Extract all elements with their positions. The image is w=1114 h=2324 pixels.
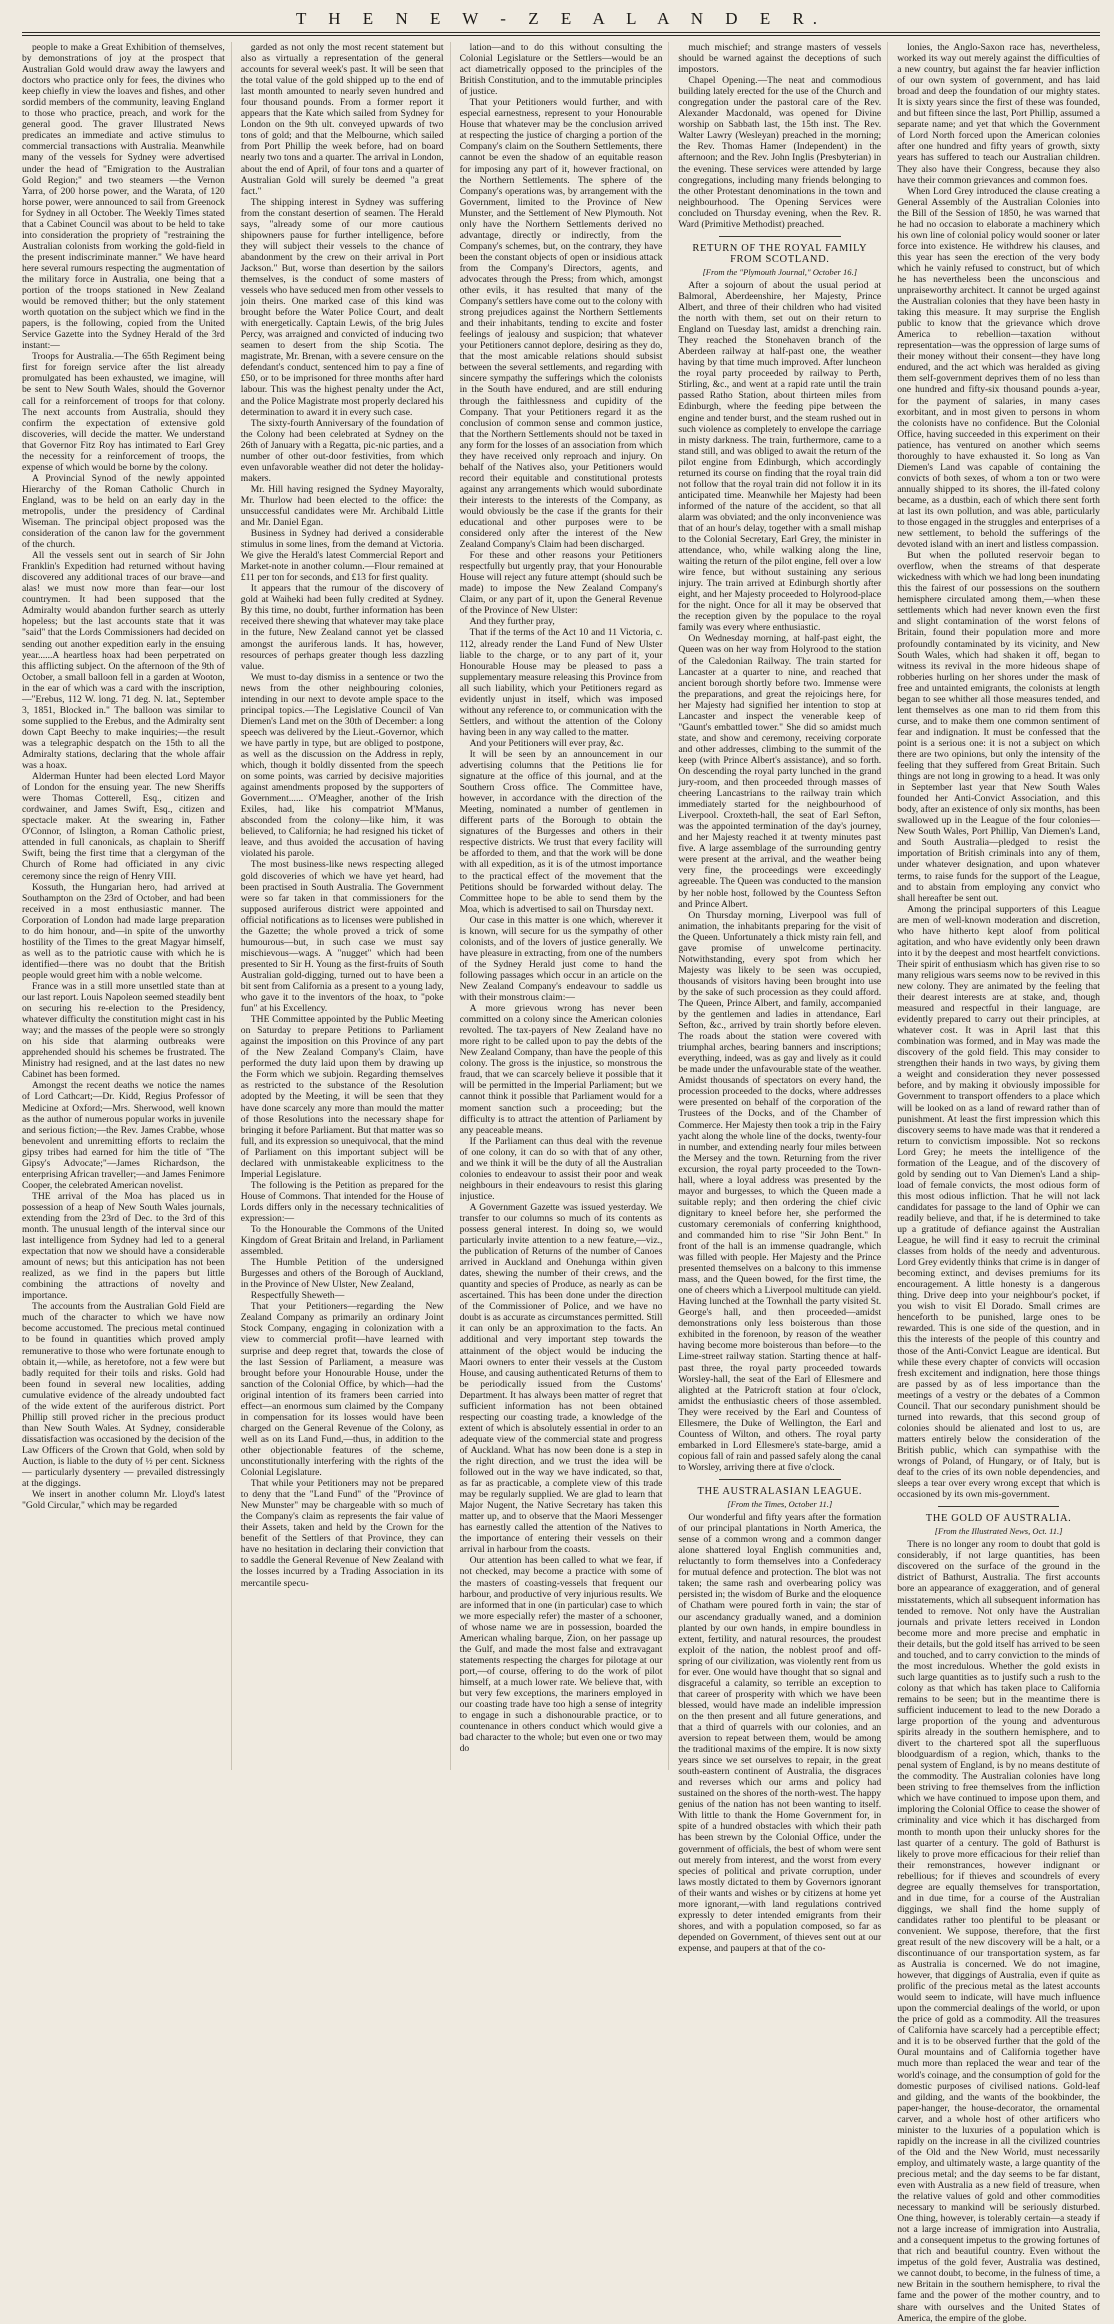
article-paragraph: To the Honourable the Commons of the United Kingdom of Great Britain and Ireland, in Parliament assembled. xyxy=(240,1224,444,1258)
article-paragraph: garded as not only the most recent statement but also as virtually a representation of the general accounts for several week's past. It will be seen that the total value of the gold shipped up to the end of last month amounted to nearly seven hundred and four thousand pounds. From a former report it appears that the Kate which sailed from Sydney for London on the 9th ult. conveyed upwards of two tons of gold; and that the Melbourne, which sailed from Port Phillip the week before, had on board nearly two tons and a quarter. The arrival in London, about the end of April, of four tons and a quarter of Australian Gold will surely be deemed "a great fact." xyxy=(240,42,444,197)
article-paragraph: But when the polluted reservoir began to overflow, when the streams of that desperate wickedness with which we had long been inundating this the fairest of our possessions on the southern hemisphere circulated among them,—when these settlements which had never known even the first and slight contamination of the worst felons of Britain, found their population more and more profoundly contaminated by its vicinity, and New South Wales, which had shaken it off, began to witness its revival in the more hideous shape of robberies hurling on her shores under the mask of free and untainted emigrants, the colonists at length began to see whither all those measures tended, and lent themselves as one man to rid them from this curse, and to make them one common sentiment of fear and indignation. It must be confessed that the point is a serious one: it is not a subject on which there are two opinions, but only the intensity of the feeling that they suffered from Great Britain. Such things are not long in growing to a head. It was only in September last year that New South Wales founded her Anti-Convict Association, and this body, after an existence of only six months, has been swallowed up in the League of the four colonies—New South Wales, Port Phillip, Van Diemen's Land, and South Australia—pledged to resist the importation of British criminals into any of them, under whatever designation, and upon whatever terms, to raise funds for the support of the League, and to abstain from employing any convict who shall hereafter be sent out. xyxy=(897,550,1100,904)
article-paragraph: For these and other reasons your Petitioners respectfully but urgently pray, that your Honourable House will reject any future attempt (should such be made) to impose the New Zealand Company's Claim, or any part of it, upon the General Revenue of the Province of New Ulster: xyxy=(459,550,663,617)
article-paragraph: On Wednesday morning, at half-past eight, the Queen was on her way from Holyrood to the station of the Caledonian Railway. The train started for Lancaster at a quarter to nine, and reached that ancient borough shortly before two. Immense were the preparations, and great the rejoicings here, for her Majesty had signified her intention to stop at Lancaster and inspect the venerable keep of "Gaunt's embattled tower." She did so amidst much state, and show and ceremony, receiving corporate and other addresses, climbing to the summit of the keep (with Prince Albert's assistance), and so forth. On descending the royal party lunched in the grand jury-room, and then proceeded through masses of cheering Lancastrians to the railway train which immediately started for the neighbourhood of Liverpool. Croxteth-hall, the seat of Earl Sefton, was the appointed termination of the day's journey, and her Majesty reached it at twenty minutes past five. A large assemblage of the surrounding gentry were present at the arrival, and the weather being very fine, the proceedings were exceedingly agreeable. The Queen was conducted to the mansion by her noble host, followed by the Countess Sefton and Prince Albert. xyxy=(678,633,882,910)
article-paragraph: We insert in another column Mr. Lloyd's latest "Gold Circular," which may be regarded xyxy=(22,1489,225,1512)
league-source: [From the Times, October 11.] xyxy=(727,1499,833,1510)
royal-family-heading: RETURN OF THE ROYAL FAMILY FROM SCOTLAND. xyxy=(692,242,868,265)
article-paragraph: Our case in this matter is one which, wherever it is known, will secure for us the sympathy of other colonists, and of the lovers of justice generally. We have pleasure in extracting, from one of the numbers of the Sydney Herald just come to hand the following passages which occur in an article on the New Zealand Company's endeavour to saddle us with their monstrous claim:— xyxy=(459,914,663,1004)
article-paragraph: We must to-day dismiss in a sentence or two the news from the other neighbouring colonies, intending in our next to devote ample space to the principal topics.—The Legislative Council of Van Diemen's Land met on the 30th of December: a long speech was delivered by the Lieut.-Governor, which we have partly in type, but are obliged to postpone, as well as the discussion on the Address in reply, which, though it boldly dissented from the speech on some points, was carried by decisive majorities against amendments proposed by the supporters of Government...... O'Meagher, another of the Irish Exiles, had, like his compatriot M'Manus, absconded from the colony—like him, it was believed, to California; he had resigned his ticket of leave, and thus avoided the accusation of having violated his parole. xyxy=(240,671,444,860)
article-paragraph: And your Petitioners will ever pray, &c. xyxy=(469,737,624,749)
article-paragraph: That while your Petitioners may not be prepared to deny that the "Land Fund" of the "Province of New Munster" may be chargeable with so much of the Company's claim as represents the fair value of their Assets, taken and held by the Crown for the benefit of the Settlers of that Province, they can have no hesitation in declaring their conviction that to saddle the General Revenue of New Zealand with the losses incurred by a Trading Association in its mercantile specu- xyxy=(240,1478,444,1589)
section-divider xyxy=(938,1506,1060,1507)
article-paragraph: That your Petitioners would further, and with especial earnestness, represent to your Honourable House that whatever may be the conclusion arrived at respecting the justice of charging a portion of the Company's claim on the Southern Settlements, there cannot be even the shadow of an equitable reason for imposing any part of it, however fractional, on the Northern Settlements. The sphere of the Company's operations was, by arrangement with the Government, limited to the Province of New Munster, and the Settlement of New Plymouth. Not only have the Northern Settlements derived no advantage, directly or indirectly, from the Company's schemes, but, on the contrary, they have been the constant objects of open or insidious attack from the Company's Directors, agents, and advocates through the Press; from which, amongst other evils, it has resulted that many of the Company's settlers have come out to the colony with strong prejudices against the Northern Settlements and their inhabitants, tending to excite and foster feelings of jealousy and suspicion; that whatever your Petitioners cannot deplore, desiring as they do, that the most amicable relations should subsist between the several settlements, and regarding with sincere sympathy the sufferings which the colonists in the South have endured, and are still enduring through the faithlessness and cupidity of the Company. That your Petitioners regard it as the conclusion of common sense and common justice, that the Northern Settlements should not be taxed in any form for the losses of an association from which they have received only reproach and injury. On behalf of the Natives also, your Petitioners would record their equitable and constitutional protests against any arrangements which would subordinate their interests to the interests of the Company, as would obviously be the case if the grants for their educational and other purposes were to be considered only after the interest of the New Zealand Company's Claim had been discharged. xyxy=(459,97,663,551)
gold-source: [From the Illustrated News, Oct. 11.] xyxy=(934,1526,1063,1537)
article-paragraph: The Humble Petition of the undersigned Burgesses and others of the Borough of Auckland, in the Province of New Ulster, New Zealand, xyxy=(240,1257,444,1291)
article-paragraph: Business in Sydney had derived a considerable stimulus in some lines, from the demand at Victoria. We give the Herald's latest Commercial Report and Market-note in another column.—Flour remained at £11 per ton for seconds, and £13 for first quality. xyxy=(240,528,444,584)
gold-heading: THE GOLD OF AUSTRALIA. xyxy=(925,1513,1072,1525)
article-paragraph: The accounts from the Australian Gold Field are much of the character to which we have now become accustomed. The precious metal continued to be found in quantities which proved amply remunerative to those who were fortunate enough to obtain it,—while, as heretofore, not a few were but badly requited for their toils and risks. Gold had been found in several new localities, adding cumulative evidence of the already undoubted fact of the wide extent of the auriferous district. Port Phillip still proved richer in the precious product than New South Wales. At Sydney, considerable dissatisfaction was occasioned by the decision of the Law Officers of the Crown that Gold, when sold by Auction, is liable to the duty of ½ per cent. Sickness — particularly dysentery — prevailed distressingly at the diggings. xyxy=(22,1301,225,1490)
article-paragraph: The most business-like news respecting alleged gold discoveries of which we have yet heard, had been practised in South Australia. The Government were so far taken in that commissioners for the supposed auriferous district were appointed and official notifications as to licenses were published in the Gazette; the whole proved a trick of some humourous—but, in such case we must say mischievous—wags. A "nugget" which had been presented to Sir H. Young as the first-fruits of South Australian gold-digging, turned out to have been a bit sent from California as a present to a young lady, who gave it to the inventors of the hoax, to "poke fun" at his Excellency. xyxy=(240,859,444,1015)
article-paragraph: lonies, the Anglo-Saxon race has, nevertheless, worked its way out merely against the difficulties of a new country, but against the far heavier infliction of our own system of government, and has laid broad and deep the foundation of our mighty states. It is sixty years since the first of these was founded, and but fifteen since the last, Port Phillip, assumed a separate name; and yet that which the Government of Lord North forced upon the American colonies after one hundred and fifty years of growth, sixty years has suffered to teach our Australian children. They also have their Congress, because they also have their common grievances and common foes. xyxy=(897,42,1100,186)
article-paragraph: people to make a Great Exhibition of themselves, by demonstrations of joy at the prospect that Australian Gold would draw away the lawyers and doctors who practice only for fees, the divines who keep chiefly in view the loaves and fishes, and other sordid members of the community, leaving England to those who practice, preach, and work for the general good. The graver Illustrated News predicates an immediate and active stimulus to commercial transactions with Australia. Meanwhile many of the vessels for Sydney were advertised under the head of "Emigration to the Australian Gold Region;" and two steamers —the Vernon Yarra, of 200 horse power, and the Warata, of 120 horse power, were announced to sail from Greenock for Sydney in all October. The Weekly Times stated that a Cabinet Council was about to be held to take into consideration the propriety of "restraining the Australian colonists from working the gold-field in the present indiscriminate manner." We have heard here several rumours respecting the augmentation of the military force in Australia, one being that a portion of the troops stationed in New Zealand would be removed thither; but the only statement worth quotation on the subject which we find in the papers, is the following, copied from the United Service Gazette into the Sydney Herald of the 3rd instant:— xyxy=(22,42,225,352)
section-divider xyxy=(719,1479,841,1480)
column-5 xyxy=(897,42,1100,2324)
article-paragraph: France was in a still more unsettled state than at our last report. Louis Napoleon seemed steadily bent on securing his re-election to the Presidency, whatever difficulty the constitution might cast in his way; and the masses of the people were so strongly on his side that alarming outbreaks were apprehended should his schemes be frustrated. The Ministry had resigned, and at the last dates no new Cabinet has been formed. xyxy=(22,980,225,1081)
article-paragraph: It will be seen by an announcement in our advertising columns that the Petitions lie for signature at the office of this journal, and at the Southern Cross office. The Committee have, however, in accordance with the direction of the Meeting, nominated a number of gentlemen in different parts of the Borough to obtain the signatures of the Burgesses and others in their respective districts. We trust that every facility will be afforded to them, and that the work will be done with all expedition, as it is of the utmost importance to the practical effect of the movement that the Petitions should be forwarded without delay. The Committee hope to be able to send them by the Moa, which is advertised to sail on Thursday next. xyxy=(459,749,663,915)
royal-family-source: [From the "Plymouth Journal," October 16.] xyxy=(702,266,858,277)
masthead-rule xyxy=(22,32,1100,36)
article-paragraph: That if the terms of the Act 10 and 11 Victoria, c. 112, already render the Land Fund of New Ulster liable to the charge, or to any part of it, your Honourable House may be pleased to pass a supplementary measure releasing this Province from all such liability, which your Petitioners regard as evidently unjust in itself, which was imposed without any reference to, or communication with the Settlers, and without the attention of the Colony having been in any way called to the matter. xyxy=(459,627,663,738)
article-paragraph: All the vessels sent out in search of Sir John Franklin's Expedition had returned without having discovered any additional traces of our brave—and alas! we must now more than fear—our lost countrymen. It had been supposed that the Admiralty would abandon further search as utterly hopeless; but the last accounts state that it was "said" that the Lords Commissioners had decided on sending out another expedition early in the ensuing year......A heartless hoax had been perpetrated on this afflicting subject. On the afternoon of the 9th of October, a small balloon fell in a garden at Wooton, in the ear of which was a card with the inscription,—"Erebus, 112 W. long. 71 deg. N. lat., September 3, 1851, Blocked in." The balloon was similar to some supplied to the Erebus, and the Admiralty sent down Capt Beechy to make inquiries;—the result was a telegraphic despatch on the 15th to all the Admiralty stations, declaring that the whole affair was a hoax. xyxy=(22,550,225,772)
article-paragraph: Mr. Hill having resigned the Sydney Mayoralty, Mr. Thurlow had been elected to the office: the unsuccessful candidates were Mr. Archibald Little and Mr. Daniel Egan. xyxy=(240,483,444,529)
article-paragraph: There is no longer any room to doubt that gold is considerably, if not large quantities, has been discovered on the surface of the ground in the district of Bathurst, Australia. The first accounts bore an appearance of exaggeration, and of general misstatements, which all subsequent information has tended to remove. Not only have the Australian journals and private letters received in London become more and more precise and emphatic in their details, but the gold itself has arrived to be seen and touched, and to carry conviction to the minds of the most incredulous. Whether the gold exists in such large quantities as to justify such a rush to the colony as that which has taken place to California remains to be seen; but in the meantime there is sufficient inducement to lead to the new Dorado a large proportion of the young and adventurous spirits already in the southern hemisphere, and to divert to the chartered spot all the superfluous bloodguardism of a region, which, thanks to the penal system of England, is by no means destitute of the commodity. The Australian colonies have long been striving to free themselves from the infliction which we have continued to impose upon them, and imploring the Colonial Office to cease the shower of criminality and vice which it has discharged from month to month upon their unlucky shores for the last quarter of a century. The gold of Bathurst is likely to prove more efficacious for their relief than their remonstrances, however indignant or rebellious; for if thieves and scoundrels of every degree are equally themselves for transportation, and in due time, for a course of the Australian diggings, we shall find the home supply of candidates rather too plentiful to be pleasant or convenient. We suppose, therefore, that the first great result of the new discovery will be a halt, or a discontinuance of our transportation system, as far as Australia is concerned. We do not imagine, however, that diggings of Australia, even if quite as prolific of the precious metal as the latest accounts would seem to indicate, will have much influence upon the commercial dealings of the world, or upon the price of gold as a commodity. All the treasures of California have scarcely had a perceptible effect; and it is to be observed further that the gold of the Oural mountains and of California together have much more than replaced the wear and tear of the world's coinage, and the consumption of gold for the domestic purposes of civilised nations. Gold-leaf and gilding, and the wants of the bookbinder, the paper-hanger, the house-decorator, the ornamental carver, and a whole host of other artificers who minister to the luxuries of a population which is rapidly on the increase in all the civilized countries of the Old and the New World, must necessarily employ, and ultimately waste, a large quantity of the precious metal; and the day seems to be far distant, even with Australia as a new field of treasure, when the relative values of gold and other commodities necessary to mankind will be seriously disturbed. One thing, however, is tolerably certain—a steady if not a large increase of immigration into Australia, and a consequent impetus to the growing fortunes of that rich and beautiful country. Even without the impetus of the gold fever, Australia was destined, we cannot doubt, to become, in the fulness of time, a new Britain in the southern hemisphere, to rival the fame and the power of the mother country, and to share with ourselves and the United States of America, the empire of the globe. xyxy=(897,1539,1100,2324)
article-paragraph: Our wonderful and fifty years after the formation of our principal plantations in North America, the sense of a common wrong and a common danger alone shattered loyal English communities and, reluctantly to form themselves into a Confederacy for mutual defence and protection. The blot was not taken; the same rash and overbearing policy was persisted in; the wisdom of Burke and the eloquence of Chatham were poured forth in vain; the star of our ascendancy gradually waned, and a dominion planted by our own hands, in empire boundless in extent, fertility, and natural resources, the proudest exploit of the nation, the noblest proof and off-spring of our civilization, was violently rent from us for ever. One would have thought that so signal and disgraceful a calamity, so terrible an exception to that career of prosperity with which we have been blessed, would have made an indelible impression on the then present and all future generations, and that a third of quarrels with our colonies, and an aversion to repeat between them, would be among the traditional maxims of the empire. It is now sixty years since we set ourselves to repair, in the great south-eastern continent of Australia, the disgraces and reverses which our arms and policy had sustained on the shores of the north-west. The happy genius of the nation has not been wanting to itself. With little to thank the Home Government for, in spite of a hundred obstacles with which their path has been strewn by the Colonial Office, under the government of officials, the best of whom were sent out merely from interest, and the worst from every species of political and private corruption, under laws mostly dictated to them by Governors ignorant of their wants and wishes or by citizens at home yet more ignorant,—with land regulations contrived expressly to deter intended emigrants from their shores, and with a population composed, so far as depended on Government, of thieves sent out at our expense, and paupers at that of the co- xyxy=(678,1512,882,1954)
column-3 xyxy=(460,42,670,1770)
article-paragraph: Respectfully Sheweth— xyxy=(250,1290,345,1302)
article-paragraph: THE Committee appointed by the Public Meeting on Saturday to prepare Petitions to Parliament against the imposition on this Province of any part of the New Zealand Company's Claim, have performed the duty laid upon them by drawing up the Form which we subjoin. Regarding themselves as restricted to the substance of the Resolution adopted by the Meeting, it will be seen that they have done scarcely any more than mould the matter of those Resolutions into the necessary shape for bringing it before Parliament. But that matter was so full, and its expression so unequivocal, that the mind of Parliament on this important subject will be declared with unmistakeable explicitness to the Imperial Legislature. xyxy=(240,1014,444,1180)
article-paragraph: Alderman Hunter had been elected Lord Mayor of London for the ensuing year. The new Sheriffs were Thomas Cotterell, Esq., citizen and cordwainer, and James Swift, Esq., citizen and spectacle maker. At the swearing in, Father O'Connor, of Islington, a Roman Catholic priest, attended in full canonicals, as chaplain to Sheriff Swift, being the first time that a clergyman of the Church of Rome had officiated in any civic ceremony since the reign of Henry VIII. xyxy=(22,771,225,882)
article-paragraph: Amongst the recent deaths we notice the names of Lord Cathcart;—Dr. Kidd, Regius Professor of Medicine at Oxford;—Mrs. Sherwood, well known as the author of numerous popular works in juvenile and serious fiction;—the Rev. James Crabbe, whose benevolent and unremitting efforts to reclaim the gipsy tribes had earned for him the title of "The Gipsy's Advocate;"—James Richardson, the enterprising African traveller;—and James Fenimore Cooper, the celebrated American novelist. xyxy=(22,1080,225,1191)
article-paragraph: Kossuth, the Hungarian hero, had arrived at Southampton on the 23rd of October, and had been received in a most enthusiastic manner. The Corporation of London had made large preparation to do him honour, and—in spite of the unworthy hostility of the Times to the great Magyar himself, as well as to the patriotic cause with which he is identified—there was no doubt that the British people would greet him with a noble welcome. xyxy=(22,881,225,981)
article-paragraph: A more grievous wrong has never been committed on a colony since the American colonies revolted. The tax-payers of New Zealand have no more right to be called upon to pay the debts of the New Zealand Company, than have the people of this colony. The gross is the injustice, so monstrous the fraud, that we can scarcely believe it possible that it will be permitted in the Imperial Parliament; but we cannot think it possible that Parliament would for a moment sanction such a proceeding; but the difficulty is to attract the attention of Parliament by any peaceable means. xyxy=(459,1003,663,1136)
league-heading: THE AUSTRALASIAN LEAGUE. xyxy=(697,1486,863,1497)
article-paragraph: lation—and to do this without consulting the Colonial Legislature or the Settlers—would be an act diametrically opposed to the principles of the British Constitution, and to the immutable principles of justice. xyxy=(459,42,663,98)
article-paragraph: The sixty-fourth Anniversary of the foundation of the Colony had been celebrated at Sydney on the 26th of January with a Regatta, pic-nic parties, and a number of other out-door festivities, from which even unfavorable weather did not deter the holiday-makers. xyxy=(240,417,444,484)
columns xyxy=(22,42,1100,2324)
article-paragraph: Troops for Australia.—The 65th Regiment being first for foreign service after the list already promulgated has been exhausted, we imagine, will be sent to New South Wales, should the Governor call for a reinforcement of troops for that colony. The next accounts from Australia, should they confirm the expectation of extensive gold discoveries, will decide the matter. We understand that Governor Fitz Roy has intimated to Earl Grey the necessity for a reinforcement of troops, the expense of which would be borne by the colony. xyxy=(22,351,225,473)
column-1 xyxy=(22,42,232,1770)
article-paragraph: And they further pray, xyxy=(469,616,555,628)
column-4 xyxy=(678,42,888,1954)
article-paragraph: That your Petitioners—regarding the New Zealand Company as primarily an ordinary Joint Stock Company, engaging in colonization with a view to commercial profit—have learned with surprise and deep regret that, towards the close of the last Session of Parliament, a measure was brought before your Honourable House, under the sanction of the Colonial Office, by which—had the original intention of its framers been carried into effect—an enormous sum claimed by the Company in compensation for its losses would have been charged on the General Revenue of the Colony, as well as on its Land Fund,—thus, in addition to the other objectionable features of the scheme, unconstitutionally interfering with the rights of the Colonial Legislature. xyxy=(240,1301,444,1479)
article-paragraph: much mischief; and strange masters of vessels should be warned against the deceptions of such impostors. xyxy=(678,42,882,76)
article-paragraph: When Lord Grey introduced the clause creating a General Assembly of the Australian Colonies into the Bill of the Session of 1850, he was warned that he had no occasion to elaborate a machinery which his own line of colonial policy would sooner or later force into existence. He withdrew his clauses, and this year has seen the erection of the very body which he vainly refused to construct, but of which he has nevertheless been the unconscious and unpraiseworthy architect. It cannot be urged against the Australian colonies that they have been hasty in taking this measure. It may surprise the English public to know that the grievance which drove America to rebellion—taxation without representation—was the oppression of large sums of their money without their consent—they have long endured, and the act which was heralded as giving them self-government deprives them of no less than one hundred and fifty-six thousand pounds a-year, for the payment of salaries, in many cases exorbitant, and in most given to persons in whom the colonists have no confidence. But the Colonial Office, having succeeded in this experiment on their patience, has ventured on another which seems thoroughly to have exhausted it. So long as Van Diemen's Land was capable of containing the convicts of both sexes, of whom a ton or two were annually shipped to its shores, the ill-fated colony became, as a dustbin, each of which there sent forth at last its own pollution, and was able, particularly to those engaged in the struggles and enterprises of a new settlement, to behold the sufferings of the devoted island with an inert and listless compassion. xyxy=(897,185,1100,551)
article-paragraph: Our attention has been called to what we fear, if not checked, may become a practice with some of the masters of coasting-vessels that frequent our harbour, and productive of very injurious results. We are informed that in one (in particular) case to which we more especially refer) the master of a schooner, of whose name we are in possession, boarded the American whaling barque, Zion, on her passage up the Gulf, and made the most false and extravagant statements respecting the charges for pilotage at our port,—of course, offering to do the work of pilot himself, at a much lower rate. We believe that, with but very few exceptions, the mariners employed in our coasting trade have too high a sense of integrity to engage in such a dishonourable practice, or to countenance in others conduct which would give a bad character to the whole; but even one or two may do xyxy=(459,1555,663,1755)
column-2 xyxy=(241,42,451,1770)
article-paragraph: Among the principal supporters of this League are men of well-known moderation and discretion, who have hitherto kept aloof from political agitation, and who have evidently only been drawn into it by the deepest and most heartfelt convictions. Their spirit of enthusiasm which has given rise to so many religious wars seems now to be revived in this new colony. They are animated by the feeling that their dearest interests are at stake, and, though measured and respectful in their language, are evidently prepared to carry out their principles, at whatever cost. It was in April last that this combination was formed, and in May was made the discovery of the gold field. This may consider to strengthen their hands in two ways, by giving them a weight and consideration they never possessed before, and by making it obviously impossible for Government to transport offenders to a place which will be looked on as a land of reward rather than of punishment. At least the first impression which this discovery seems to have made was that it rendered a return to convictism impossible. Not so reckons Lord Grey; he meets the intelligence of the formation of the League, and of the discovery of gold by sending out to Van Diemen's Land a ship-load of female convicts, the most odious form of this most odious infliction. That he will not lack candidates for passage to the land of Ophir we can readily believe, and that, if he is determined to take up a gratitude of defiance against the Australian League, he will find it easy to recruit the criminal classes from holds of the needy and adventurous. Lord Grey evidently thinks that crime is in danger of becoming extinct, and devises premiums for its encouragement. A little honesty is a dangerous thing. Drive deep into your neighbour's pocket, if you wish to visit El Dorado. Small crimes are henceforth to be punished, large ones to be rewarded. This is one side of the question, and in this the interests of the people of this country and those of the Anti-Convict League are identical. But while these every chapter of convicts will occasion fresh excitement and indignation, here those things are passed by as of less importance than the meetings of a vestry or the debates of a Common Council. That our secondary punishment should be turned into rewards, that this second group of colonies should be alienated and lost to us, are matters entirely below the consideration of the British public, which can sympathise with the wrongs of Poland, of Hungary, or of Italy, but is deaf to the cries of its own noble dependencies, and sleeps a tear over every wrong except that which is occasioned by its own mis-government. xyxy=(897,903,1100,1501)
article-paragraph: After a sojourn of about the usual period at Balmoral, Aberdeenshire, her Majesty, Prince Albert, and three of their children who had visited the north with them, set out on their return to England on Tuesday last, amidst a drenching rain. They reached the Stonehaven branch of the Aberdeen railway at half-past one, the weather having by that time much improved. After luncheon the royal party proceeded by railway to Perth, Stirling, &c., and went at a rapid rate until the train passed Ratho Station, about thirteen miles from Edinburgh, where the feeding pipe between the engine and tender burst, and the steam rushed out in such violence as completely to envelope the carriage in misty darkness. The train, furthermore, came to a stand still, and was obliged to await the return of the pilot engine from Edinburgh, which accordingly returned its course on finding that the royal train did not follow that the royal train did not follow it in its anticipated time. Meanwhile her Majesty had been informed of the nature of the accident, so that all alarm was obviated; and the only inconvenience was that of an hour's delay, together with a small mishap to the Colonial Secretary, Earl Grey, the minister in attendance, who, while walking along the line, waiting the return of the pilot engine, fell over a low wire fence, but without sustaining any serious injury. The train arrived at Edinburgh shortly after eight, and her Majesty proceeded to Holyrood-place for the night. Once for all it may be observed that the reception given by the populace to the royal family was every where enthusiastic. xyxy=(678,279,882,634)
article-paragraph: A Government Gazette was issued yesterday. We transfer to our columns so much of its contents as possess general interest. In doing so, we would particularly invite attention to a new feature,—viz., the publication of Returns of the number of Canoes arrived in Auckland and Onehunga within given dates, shewing the number of their crews, and the quantity and species of Produce, as nearly as can be ascertained. This has been done under the direction of the Commissioner of Police, and we have no doubt is as accurate as circumstances permitted. Still it can only be an approximation to the facts. An additional and very important step towards the attainment of the object would be inducing the Maori owners to enter their vessels at the Custom House, and causing authenticated Returns of them to be periodically issued from the Customs' Department. It has always been matter of regret that sufficient information has not been obtained respecting our coasting trade, a knowledge of the extent of which is absolutely essential in order to an adequate view of the commercial state and progress of Auckland. What has now been done is a step in the right direction, and we trust the idea will be followed out in the way we have indicated, so that, as far as practicable, a complete view of this trade may be regularly supplied. We are glad to learn that Major Nugent, the Native Secretary has taken this matter up, and to observe that the Maori Messenger has earnestly called the attention of the Natives to the importance of entering their vessels on their arrival in harbour from the coasts. xyxy=(459,1201,663,1556)
article-paragraph: Chapel Opening.—The neat and commodious building lately erected for the use of the Church and congregation under the pastoral care of the Rev. Alexander Macdonald, was opened for Divine worship on Sabbath last, the 15th inst. The Rev. Walter Lawry (Wesleyan) preached in the morning; the Rev. Thomas Hamer (Independent) in the afternoon; and the Rev. John Inglis (Presbyterian) in the evening. These services were attended by large congregations, including many friends belonging to the other Protestant denominations in the town and neighbourhood. The Opening Services were concluded on Thursday evening, when the Rev. R. Ward (Primitive Methodist) preached. xyxy=(678,75,882,230)
article-paragraph: If the Parliament can thus deal with the revenue of one colony, it can do so with that of any other, and we think it will be the duty of all the Australian colonies to endeavour to assist their poor and weak neighbours in their endeavours to resist this glaring injustice. xyxy=(459,1135,663,1202)
article-paragraph: A Provincial Synod of the newly appointed Hierarchy of the Roman Catholic Church in England, was to be held on an early day in the metropolis, under the presidency of Cardinal Wiseman. The principal object proposed was the consideration of the canon law for the government of the church. xyxy=(22,472,225,551)
article-paragraph: The shipping interest in Sydney was suffering from the constant desertion of seamen. The Herald says, "already some of our more cautious shipowners pause for further intelligence, before they will subject their vessels to the chance of abandonment by the crew on their arrival in Port Jackson." But, worse than desertion by the sailors themselves, is the conduct of some masters of vessels who have seduced men from other vessels to join theirs. One marked case of this kind was brought before the Water Police Court, and dealt with energetically. Captain Lewis, of the brig Jules Percy, was arraigned and convicted of inducing two seamen to desert from the ship Scotia. The magistrate, Mr. Brenan, with a severe censure on the defendant's conduct, sentenced him to pay a fine of £50, or to be imprisoned for three months after hard labour. This was the highest penalty under the Act, and the Police Magistrate most properly declared his determination to award it in every such case. xyxy=(240,196,444,418)
article-paragraph: It appears that the rumour of the discovery of gold at Waiheki had been fully credited at Sydney. By this time, no doubt, further information has been received there shewing that whatever may take place in the future, New Zealand cannot yet be classed amongst the auriferous lands. It has, however, resources of perhaps greater though less dazzling value. xyxy=(240,583,444,672)
section-divider xyxy=(719,236,841,237)
masthead-title: T H E N E W - Z E A L A N D E R. xyxy=(295,9,827,28)
article-paragraph: The following is the Petition as prepared for the House of Commons. That intended for the House of Lords differs only in the necessary technicalities of expression:— xyxy=(240,1179,444,1224)
article-paragraph: On Thursday morning, Liverpool was full of animation, the inhabitants preparing for the visit of the Queen. Unfortunately a thick misty rain fell, and gave promise of unwelcome pertinacity. Notwithstanding, every spot from which her Majesty was likely to be seen was occupied, thousands of visitors having been brought into use by the sake of such procession as they could afford. The Queen, Prince Albert, and family, accompanied by the gentlemen and ladies in attendance, Earl Sefton, &c., arrived by train shortly before eleven. The roads about the station were covered with triumphal arches, bearing banners and inscriptions; everything, indeed, was as gay and lively as it could be made under the unfavourable state of the weather. Amidst thousands of spectators on every hand, the procession proceeded to the docks, where addresses were presented on behalf of the corporation of the Trustees of the Docks, and of the Chamber of Commerce. Her Majesty then took a trip in the Fairy yacht along the whole line of the docks, twenty-four in number, and extending nearly four miles between the Mersey and the town. Returning from the river excursion, the royal party proceeded to the Town-hall, where a loyal address was presented by the mayor and burgesses, to which the Queen made a suitable reply; and then ordering the chief civic dignitary to kneel before her, she performed the customary ceremonials of conferring knighthood, and commanded him to rise "Sir John Bent." In front of the hall is an immense quadrangle, which was filled with people. Her Majesty and the Prince presented themselves on a balcony to this immense mass, and the Queen bowed, for the first time, the one of cheers which a Liverpool multitude can yield. Having lunched at the Townhall the party visited St. George's hall, and then proceeded—amidst demonstrations only less boisterous than those exhibited in the forenoon, by reason of the weather having become more boisterous than before—to the Lime-street railway station. Starting thence at half-past three, the royal party proceeded towards Worsley-hall, the seat of the Earl of Ellesmere and alighted at the Patricroft station at four o'clock, amidst the enthusiastic cheers of those assembled. They were received by the Earl and Countess of Ellesmere, the Duke of Wellington, the Earl and Countess of Wilton, and others. The royal party embarked in Lord Ellesmere's state-barge, amid a copious fall of rain and passed safely along the canal to Worsley, arriving there at five o'clock. xyxy=(678,909,882,1473)
article-paragraph: THE arrival of the Moa has placed us in possession of a heap of New South Wales journals, extending from the 23rd of Dec. to the 3rd of this month. The unusual length of the interval since our last intelligence from Sydney had led to a general expectation that now we should have a considerable amount of news; but this anticipation has not been realized, as we find in the papers but little combining the attractions of novelty and importance. xyxy=(22,1190,225,1302)
